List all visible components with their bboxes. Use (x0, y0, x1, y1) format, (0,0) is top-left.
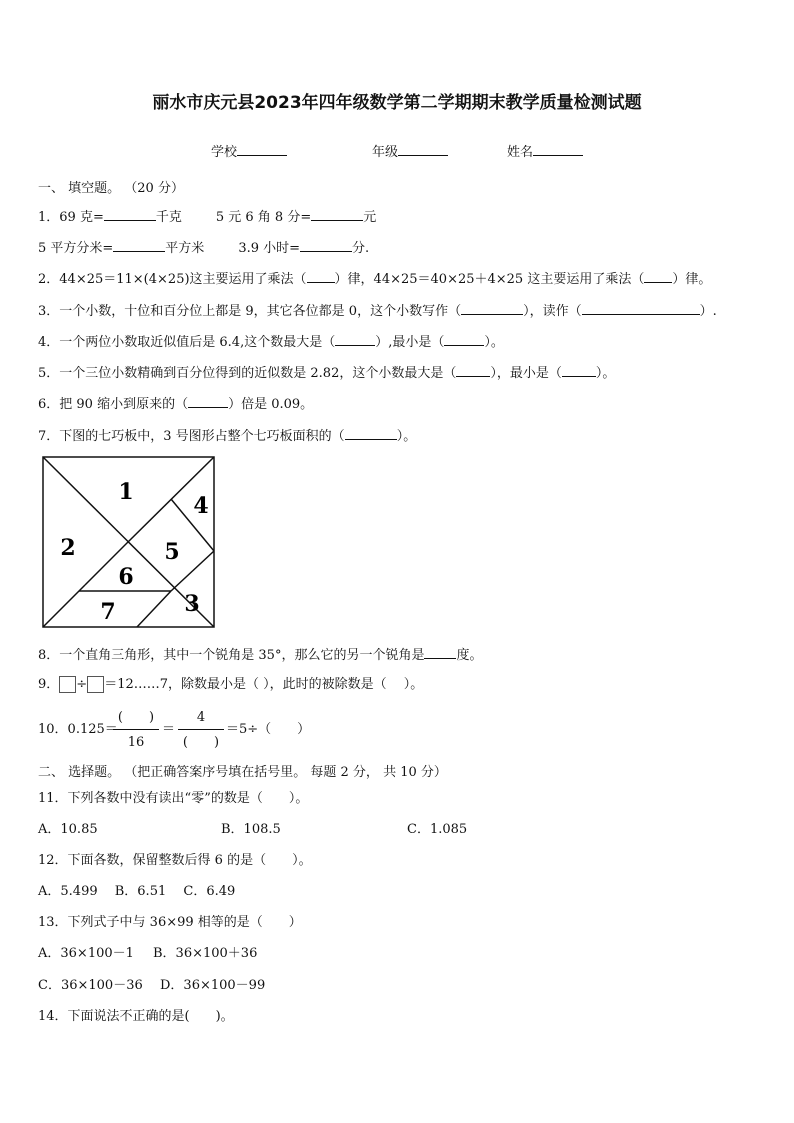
q5-blank-1[interactable] (456, 364, 490, 377)
q6-text-a: 6．把 90 缩小到原来的（ (38, 397, 189, 412)
q3-text-a: 3．一个小数，十位和百分位上都是 9，其它各位都是 0，这个小数写作（ (38, 304, 462, 319)
tangram-line-corner (43, 585, 85, 627)
question-10-number: 10．0.125＝ (38, 722, 118, 737)
q13-option-a[interactable]: A．36×100－1 (38, 946, 134, 961)
q4-text-b: ）,最小是（ (375, 335, 445, 350)
question-4 (38, 333, 504, 351)
question-2 (38, 270, 711, 288)
q4-blank-2[interactable] (444, 333, 484, 346)
name-field[interactable] (507, 141, 583, 160)
q7-blank[interactable] (345, 427, 397, 440)
q1-text-g: 3.9 小时= (238, 241, 301, 256)
q10-equals: ＝ (162, 722, 176, 737)
question-7 (38, 427, 416, 445)
q8-text-b: 度。 (456, 648, 483, 663)
tangram-label-3: 3 (184, 591, 200, 617)
q11-option-c[interactable]: C．1.085 (407, 822, 468, 837)
grade-blank[interactable] (398, 143, 448, 156)
tangram-label-4: 4 (193, 493, 209, 519)
q2-text-b: ）律，44×25＝40×25＋4×25 这主要运用了乘法（ (334, 272, 645, 287)
question-1-line-1 (38, 208, 376, 226)
school-blank[interactable] (237, 143, 287, 156)
q5-text-b: ），最小是（ (490, 366, 562, 381)
tangram-label-2: 2 (60, 535, 76, 561)
q13-option-d[interactable]: D．36×100－99 (160, 978, 266, 993)
q1-text-a: 1．69 克= (38, 210, 104, 225)
question-1-line-2 (38, 239, 369, 257)
school-field[interactable] (211, 141, 287, 160)
page-title: 丽水市庆元县2023年四年级数学第二学期期末教学质量检测试题 (152, 93, 642, 113)
question-6 (38, 395, 313, 413)
name-label: 姓名 (507, 145, 534, 160)
q9-number: 9． (38, 677, 60, 692)
q6-blank[interactable] (188, 395, 228, 408)
q8-text-a: 8．一个直角三角形，其中一个锐角是 35°，那么它的另一个锐角是 (38, 648, 425, 663)
q5-text-a: 5．一个三位小数精确到百分位得到的近似数是 2.82，这个小数最大是（ (38, 366, 457, 381)
q7-text: 7．下图的七巧板中，3 号图形占整个七巧板面积的（ (38, 429, 345, 444)
q11-option-b[interactable]: B．108.5 (221, 822, 281, 837)
section1-heading: 一、 填空题。 （20 分） (38, 181, 184, 196)
q10-fraction2-bar (178, 729, 224, 730)
q2-text-c: ）律。 (672, 272, 712, 287)
q10-fraction1-numerator[interactable]: ( ) (117, 710, 155, 725)
tangram-label-5: 5 (164, 539, 180, 565)
section2-heading: 二、 选择题。 （把正确答案序号填在括号里。 每题 2 分， 共 10 分） (38, 765, 447, 780)
q9-text: ＝12……7，除数最小是（ ），此时的被除数是（ ）。 (104, 677, 424, 692)
q3-blank-2[interactable] (582, 302, 700, 315)
question-11: 11．下列各数中没有读出“零”的数是（ ）。 (38, 791, 309, 806)
q7-text-end: ）。 (396, 429, 417, 444)
q8-blank[interactable] (424, 646, 456, 659)
name-blank[interactable] (533, 143, 583, 156)
q4-text-a: 4．一个两位小数取近似值后是 6.4,这个数最大是（ (38, 335, 336, 350)
q10-fraction2-denominator[interactable]: ( ) (182, 735, 220, 750)
q2-blank-2[interactable] (644, 270, 672, 283)
q1-text-d: 元 (363, 210, 377, 225)
grade-label: 年级 (372, 145, 399, 160)
question-12: 12．下面各数，保留整数后得 6 的是（ ）。 (38, 853, 312, 868)
tangram-line-triangle7-right (137, 591, 171, 627)
q5-blank-2[interactable] (562, 364, 596, 377)
question-5 (38, 364, 615, 382)
q1-text-f: 平方米 (165, 241, 205, 256)
q11-option-a[interactable]: A．10.85 (38, 822, 98, 837)
q10-fraction1-denominator: 16 (127, 735, 145, 750)
q10-fraction2-numerator: 4 (196, 710, 206, 725)
q1-blank-1[interactable] (104, 208, 156, 221)
q2-blank-1[interactable] (307, 270, 335, 283)
q2-text-a: 2．44×25＝11×(4×25)这主要运用了乘法（ (38, 272, 307, 287)
q1-text-h: 分. (352, 241, 370, 256)
q9-divide-sign: ÷ (76, 677, 88, 692)
q3-text-c: ）. (699, 304, 717, 319)
q1-text-e: 5 平方分米= (38, 241, 114, 256)
tangram-label-6: 6 (118, 564, 134, 590)
q6-text-b: ）倍是 0.09。 (228, 397, 314, 412)
grade-field[interactable] (372, 141, 448, 160)
question-8 (38, 646, 482, 664)
q13-option-b[interactable]: B．36×100＋36 (153, 946, 258, 961)
q4-blank-1[interactable] (335, 333, 375, 346)
q10-tail: ＝5÷（ ） (226, 722, 311, 737)
q9-dividend-box[interactable] (59, 676, 76, 693)
school-label: 学校 (211, 145, 238, 160)
q9-divisor-box[interactable] (87, 676, 104, 693)
tangram-label-1: 1 (118, 479, 134, 505)
q3-blank-1[interactable] (461, 302, 523, 315)
question-14: 14．下面说法不正确的是( )。 (38, 1009, 234, 1024)
tangram-figure (42, 456, 216, 630)
q4-text-c: ）。 (484, 335, 504, 350)
q1-blank-2[interactable] (311, 208, 363, 221)
q5-text-c: ）。 (595, 366, 616, 381)
q1-blank-3[interactable] (113, 239, 165, 252)
q1-text-c: 5 元 6 角 8 分= (215, 210, 312, 225)
q3-text-b: ），读作（ (523, 304, 582, 319)
q1-blank-4[interactable] (300, 239, 352, 252)
question-13: 13．下列式子中与 36×99 相等的是（ ） (38, 915, 302, 930)
q1-text-b: 千克 (155, 210, 182, 225)
q12-options[interactable]: A．5.499 B．6.51 C．6.49 (38, 884, 236, 899)
tangram-label-7: 7 (100, 599, 116, 625)
q13-option-c[interactable]: C．36×100－36 (38, 978, 143, 993)
question-9 (38, 676, 423, 693)
q10-fraction1-bar (113, 729, 159, 730)
question-3 (38, 302, 717, 320)
